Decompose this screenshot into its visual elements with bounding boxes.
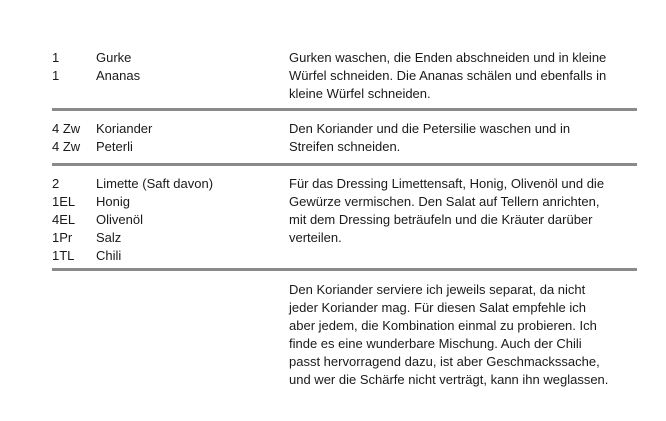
ingredient-quantity: 2 — [52, 176, 60, 191]
instruction-line: kleine Würfel schneiden. — [289, 86, 431, 101]
instruction-line: Gurken waschen, die Enden abschneiden und in kleine — [289, 50, 607, 65]
note-line: und wer die Schärfe nicht verträgt, kann ihn weglassen. — [289, 372, 609, 387]
instruction-text — [289, 175, 629, 247]
ingredient-row — [52, 229, 282, 247]
ingredient-name: Salz — [96, 230, 122, 245]
ingredient-list — [52, 120, 282, 156]
instruction-line: verteilen. — [289, 230, 342, 245]
ingredient-row — [52, 211, 282, 229]
instruction-line: Für das Dressing Limettensaft, Honig, Olivenöl und die — [289, 176, 605, 191]
ingredient-name: Honig — [96, 194, 130, 209]
ingredient-quantity: 1 — [52, 68, 60, 83]
ingredient-row — [52, 120, 282, 138]
ingredient-name: Peterli — [96, 139, 133, 154]
ingredient-quantity: 1 — [52, 50, 60, 65]
ingredient-name: Koriander — [96, 121, 153, 136]
ingredient-quantity: 1TL — [52, 248, 75, 263]
ingredient-row — [52, 247, 282, 265]
section-divider — [52, 163, 637, 166]
note-line: passt hervorragend dazu, ist aber Geschmackssache, — [289, 354, 600, 369]
instruction-text — [289, 120, 629, 156]
ingredient-quantity: 4 Zw — [52, 139, 81, 154]
note-line: finde es eine wunderbare Mischung. Auch der Chili — [289, 336, 582, 351]
ingredient-quantity: 4EL — [52, 212, 76, 227]
ingredient-row — [52, 138, 282, 156]
note-line: jeder Koriander mag. Für diesen Salat empfehle ich — [289, 300, 586, 315]
instruction-line: mit dem Dressing beträufeln und die Kräuter darüber — [289, 212, 593, 227]
recipe-note — [52, 281, 637, 391]
ingredient-list — [52, 175, 282, 265]
instruction-line: Gewürze vermischen. Den Salat auf Tellern anrichten, — [289, 194, 600, 209]
ingredient-row — [52, 67, 282, 85]
ingredient-row — [52, 49, 282, 67]
ingredient-quantity: 4 Zw — [52, 121, 81, 136]
ingredient-quantity: 1EL — [52, 194, 76, 209]
note-line: aber jedem, die Kombination einmal zu probieren. Ich — [289, 318, 597, 333]
ingredient-name: Chili — [96, 248, 122, 263]
recipe-section-1 — [52, 49, 637, 109]
ingredient-list — [52, 49, 282, 85]
ingredient-name: Ananas — [96, 68, 141, 83]
ingredient-name: Limette (Saft davon) — [96, 176, 214, 191]
ingredient-row — [52, 193, 282, 211]
instruction-line: Würfel schneiden. Die Ananas schälen und ebenfalls in — [289, 68, 607, 83]
instruction-text — [289, 49, 629, 103]
ingredient-row — [52, 175, 282, 193]
instruction-line: Den Koriander und die Petersilie waschen und in — [289, 121, 571, 136]
recipe-section-2 — [52, 120, 637, 160]
ingredient-name: Olivenöl — [96, 212, 143, 227]
section-divider — [52, 268, 637, 271]
note-text — [289, 281, 629, 389]
ingredient-name: Gurke — [96, 50, 132, 65]
recipe-section-3 — [52, 175, 637, 267]
section-divider — [52, 108, 637, 111]
ingredient-quantity: 1Pr — [52, 230, 73, 245]
note-line: Den Koriander serviere ich jeweils separat, da nicht — [289, 282, 586, 297]
instruction-line: Streifen schneiden. — [289, 139, 401, 154]
